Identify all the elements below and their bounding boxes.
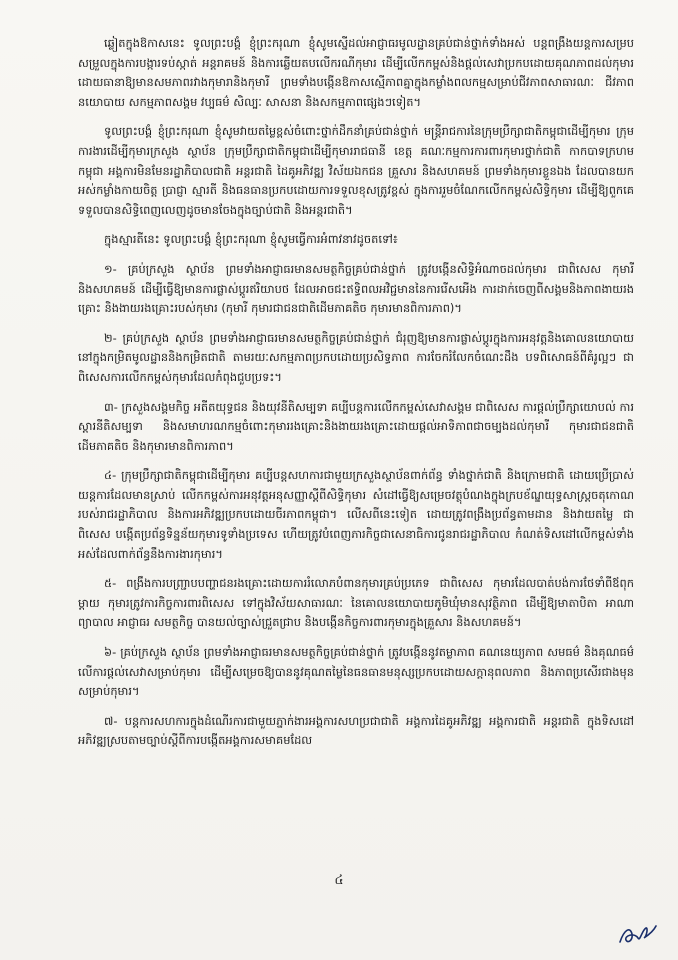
handwritten-initials-icon [614,916,660,950]
list-item-4: ៤- ក្រុមប្រឹក្សាជាតិកម្ពុជាដើម្បីកុមារ គប្បីបន្តសហការជាមួយក្រសួងស្ថាប័នពាក់ព័ន្ធ ទាំងថ្នាក់ជាតិ និងក្រោមជាតិ ដោយប្រើប្រាស់យន្តការដែលមានស្រាប់ លើកកម្ពស់ការអនុវត្តអនុសញ្ញាស្តីពីសិទ្ធិកុមារ សំដៅធ្វើឱ្យសម្រេចវត្ថុបំណងក្នុងក្របខ័ណ្ឌយុទ្ធសាស្ត្រចតុកោណរបស់រាជរដ្ឋាភិបាល និងការអភិវឌ្ឍប្រកបដោយចីរភាពកម្ពុជា។ លើសពីនេះទៀត ដោយត្រូវពង្រឹងប្រព័ន្ធតាមដាន និងវាយតម្លៃ ជាពិសេស បង្កើតប្រព័ន្ធទិន្នន័យកុមារទូទាំងប្រទេស ហើយត្រូវបំពេញភារកិច្ចជាសេនាធិការជូនរាជរដ្ឋាភិបាល កំណត់ទិសដៅលើកម្ពស់ទាំងអស់ដែលពាក់ព័ន្ធនឹងការងារកុមារ។ [78,468,634,561]
paragraph-appreciation: ទូលព្រះបង្គំ ខ្ញុំព្រះករុណា ខ្ញុំសូមវាយតម្លៃខ្ពស់ចំពោះថ្នាក់ដឹកនាំគ្រប់ជាន់ថ្នាក់ មន្រ្តីរាជការនៃក្រុមប្រឹក្សាជាតិកម្ពុជាដើម្បីកុមារ ក្រុមការងារដើម្បីកុមារក្រសួង ស្ថាប័ន ក្រុមប្រឹក្សាជាតិកម្ពុជាដើម្បីកុមាររាជធានី ខេត្ត គណៈកម្មការការពារកុមារថ្នាក់ជាតិ កាកបាទក្រហមកម្ពុជា អង្គការមិនមែនរដ្ឋាភិបាលជាតិ អន្តរជាតិ ដៃគូអភិវឌ្ឍ វិស័យឯកជន គ្រួសារ និងសហគមន៍ ព្រមទាំងកុមារខ្លួនឯង ដែលបានយកអស់កម្លាំងកាយចិត្ត ប្រាជ្ញា ស្មារតី និងធនធានប្រកបដោយការទទួលខុសត្រូវខ្ពស់ ក្នុងការរួមចំណែកលើកកម្ពស់សិទ្ធិកុមារ ដើម្បីឱ្យពួកគេទទួលបានសិទ្ធិពេញលេញដូចមានចែងក្នុងច្បាប់ជាតិ និងអន្តរជាតិ។ [78,124,634,217]
list-item-3: ៣- ក្រសួងសង្គមកិច្ច អតីតយុទ្ធជន និងយុវនីតិសម្បទា គប្បីបន្តការលើកកម្ពស់សេវាសង្គម ជាពិសេស ការផ្តល់ប្រឹក្សាយោបល់ ការស្តារនីតិសម្បទា និងសមាហរណកម្មចំពោះកុមាររងគ្រោះនិងងាយរងគ្រោះដោយផ្តល់អាទិភាពជាចម្បងដល់កុមារី កុមារជាជនជាតិដើមភាគតិច និងកុមារមានពិការភាព។ [78,399,634,453]
list-item-1: ១- គ្រប់ក្រសួង ស្ថាប័ន ព្រមទាំងអាជ្ញាធរមានសមត្ថកិច្ចគ្រប់ជាន់ថ្នាក់ ត្រូវបង្កើនសិទ្ធិអំណាចដល់កុមារ ជាពិសេស កុមារីនិងសហគមន៍ ដើម្បីធ្វើឱ្យមានការផ្លាស់ប្តូរឥរិយាបថ ដែលអាចជះឥទ្ធិពលអវិជ្ជមាននៃការរើសអើង ការដាក់ចេញពីសង្គមនិងភាពងាយរងគ្រោះ និងងាយរងគ្រោះរបស់កុមារ (កុមារី កុមារជាជនជាតិដើមភាគតិច កុមារមានពិការភាព)។ [78,261,634,316]
list-item-5: ៥- ពង្រឹងការបញ្ជ្រាបបញ្ហាជនរងគ្រោះដោយការរំលោភបំពានកុមារគ្រប់ប្រភេទ ជាពិសេស កុមារដែលបាត់បង់ការថែទាំពីឪពុកម្តាយ កុមារត្រូវការកិច្ចការពារពិសេស ទៅក្នុងវិស័យសាធារណៈ នៃគោលនយោបាយភូមិឃុំមានសុវត្ថិភាព ដើម្បីឱ្យមាតាបិតា អាណាព្យាបាល អាជ្ញាធរ សមត្ថកិច្ច បានយល់ច្បាស់ជ្រួតជ្រាប និងបង្កើនកិច្ចការពារកុមារក្នុងគ្រួសារ និងសហគមន៍។ [78,576,634,630]
paragraph-appeal-intro: ក្នុងស្មារតីនេះ ទូលព្រះបង្គំ ខ្ញុំព្រះករុណា ខ្ញុំសូមធ្វើការអំពាវនាវដូចតទៅ៖ [104,232,398,247]
list-item-6: ៦- គ្រប់ក្រសួង ស្ថាប័ន ព្រមទាំងអាជ្ញាធរមានសមត្ថកិច្ចគ្រប់ជាន់ថ្នាក់ ត្រូវបង្កើននូវតម្លាភាព គណនេយ្យភាព សមធម៌ និងគុណធម៌លើការផ្តល់សេវាសម្រាប់កុមារ ដើម្បីសម្រេចឱ្យបាននូវគុណតម្លៃនៃធនធានមនុស្សប្រកបដោយសក្តានុពលភាព និងភាពប្រសើរជាងមុនសម្រាប់កុមារ។ [78,645,634,699]
list-item-7: ៧- បន្តការសហការក្នុងដំណើរការជាមួយភ្នាក់ងារអង្គការសហប្រជាជាតិ អង្គការដៃគូអភិវឌ្ឍ អង្គការជាតិ អន្តរជាតិ ក្នុងទិសដៅអភិវឌ្ឍស្របតាមច្បាប់ស្តីពីការបង្កើតអង្គការសមាគមដែល [78,713,634,748]
paragraph-opportunity: ឆ្លៀតក្នុងឱកាសនេះ ទូលព្រះបង្គំ ខ្ញុំព្រះករុណា ខ្ញុំសូមស្នើដល់អាជ្ញាធរមូលដ្ឋានគ្រប់ជាន់ថ្នាក់ទាំងអស់ បន្តពង្រឹងយន្តការសម្របសម្រួលក្នុងការបង្ការទប់ស្កាត់ អន្តរាគមន៍ និងការឆ្លើយតបលើករណីកុមារ ដើម្បីលើកកម្ពស់និងផ្តល់សេវាប្រកបដោយគុណភាពដល់កុមារ ដោយធានាឱ្យមានសមភាពរវាងកុមារានិងកុមារី ព្រមទាំងបង្កើនឱកាសស្មើភាពគ្នាក្នុងកម្លាំងពលកម្មសម្រាប់ជីវភាពសាធារណៈ ជីវភាពនយោបាយ សកម្មភាពសង្គម វប្បធម៌ សិល្បៈ សាសនា និងសកម្មភាពផ្សេងៗទៀត។ [78,36,634,109]
list-item-2: ២- គ្រប់ក្រសួង ស្ថាប័ន ព្រមទាំងអាជ្ញាធរមានសមត្ថកិច្ចគ្រប់ជាន់ថ្នាក់ ជំរុញឱ្យមានការផ្លាស់ប្តូរក្នុងការអនុវត្តនិងគោលនយោបាយនៅក្នុងកម្រិតមូលដ្ឋាននិងកម្រិតជាតិ តាមរយៈសកម្មភាពប្រកបដោយប្រសិទ្ធភាព ការចែករំលែកចំណេះដឹង បទពិសោធន៍ពីគំរូល្អៗ ជាពិសេសការលើកកម្ពស់កុមារដែលកំពុងជួបប្រទះ។ [78,330,634,384]
page-number: ៤ [334,873,344,888]
